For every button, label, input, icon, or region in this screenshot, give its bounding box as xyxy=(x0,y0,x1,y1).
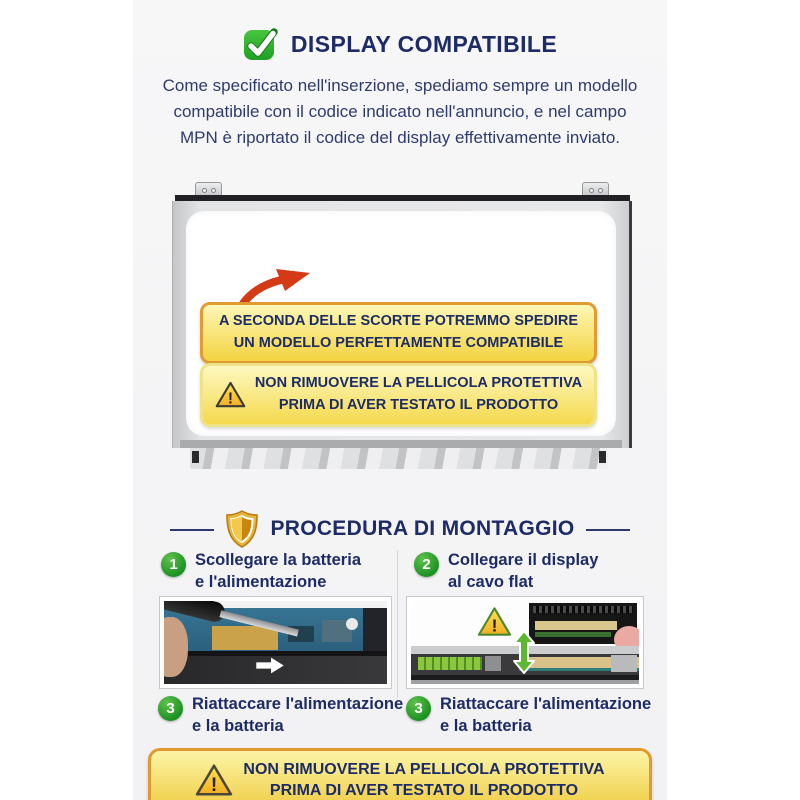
intro-text: Come specificato nell'inserzione, spediamo sempre un modello compatibile con il codice indicato nell'annuncio, e nel campo MPN è riportato il codice del display effettivamente inviato. xyxy=(162,76,638,147)
step-3-left-badge: 3 xyxy=(158,696,183,721)
step-1-line2: e l'alimentazione xyxy=(195,572,327,591)
exclamation-glyph: ! xyxy=(211,774,218,796)
step-2-badge: 2 xyxy=(414,552,439,577)
stock-notice-line1: A SECONDA DELLE SCORTE POTREMMO SPEDIRE xyxy=(218,313,579,329)
step-2-text xyxy=(448,550,598,594)
footer-warning-line1: NON RIMUOVERE LA PELLICOLA PROTETTIVA xyxy=(243,761,605,778)
stock-notice-line2: UN MODELLO PERFETTAMENTE COMPATIBILE xyxy=(233,334,564,351)
procedure-title: PROCEDURA DI MONTAGGIO xyxy=(270,517,575,540)
film-warning-line2: PRIMA DI AVER TESTATO IL PRODOTTO xyxy=(278,396,559,413)
footer-warning-text xyxy=(243,759,604,800)
step-3-left-line1: Riattaccare l'alimentazione xyxy=(192,695,404,713)
pcb-edge xyxy=(535,632,611,637)
screw-hole-icon xyxy=(589,188,594,193)
exclamation-glyph: ! xyxy=(227,390,233,408)
page-title: DISPLAY COMPATIBILE xyxy=(290,30,558,57)
procedure-steps xyxy=(133,550,667,750)
step-2-line1: Collegare il display xyxy=(448,551,599,569)
procedure-header xyxy=(133,510,667,548)
step-2 xyxy=(414,550,598,594)
step-3-left xyxy=(158,694,403,738)
connector-tab xyxy=(485,656,501,671)
connector-photo-frame xyxy=(411,601,639,684)
step-1-text xyxy=(195,550,361,594)
header xyxy=(133,26,667,62)
green-double-arrow-icon xyxy=(513,629,535,675)
step-1 xyxy=(161,550,361,594)
battery-photo-frame xyxy=(164,601,387,684)
step-1-line1: Scollegare la batteria xyxy=(195,551,361,569)
flat-cable xyxy=(535,621,617,630)
step-3-right-text xyxy=(440,694,651,738)
lcd-panel-photo xyxy=(172,182,632,482)
footer-warning-banner xyxy=(148,748,652,800)
content-strip xyxy=(133,0,667,800)
film-warning-text xyxy=(255,373,582,417)
divider-left xyxy=(170,529,214,531)
film-warning-label xyxy=(200,363,597,427)
column-divider xyxy=(397,550,398,698)
check-icon xyxy=(243,26,279,62)
step-3-right-badge: 3 xyxy=(406,696,431,721)
green-pcb xyxy=(418,657,482,670)
footer-warning-line2: PRIMA DI AVER TESTATO IL PRODOTTO xyxy=(269,782,579,800)
panel-foil-strip xyxy=(190,448,608,469)
connector-closeup-inset xyxy=(529,603,637,644)
stock-notice-label xyxy=(200,302,597,364)
white-arrow-icon xyxy=(254,656,286,675)
step-3-right xyxy=(406,694,651,738)
warning-triangle-icon xyxy=(477,606,512,638)
display-connector-photo xyxy=(406,596,644,689)
exclamation-glyph: ! xyxy=(491,615,498,636)
divider-right xyxy=(586,529,630,531)
foil-tab xyxy=(611,655,637,672)
screw-hole-icon xyxy=(598,188,603,193)
step-3-right-line2: e la batteria xyxy=(440,716,532,735)
warning-triangle-icon xyxy=(195,763,233,798)
step-1-badge: 1 xyxy=(161,552,186,577)
film-warning-line1: NON RIMUOVERE LA PELLICOLA PROTETTIVA xyxy=(254,375,583,391)
step-2-line2: al cavo flat xyxy=(448,572,534,591)
screw-hole-icon xyxy=(202,188,207,193)
battery-disconnect-photo xyxy=(159,596,392,689)
round-component xyxy=(346,618,358,630)
shield-icon xyxy=(225,510,259,548)
connector-pins xyxy=(533,606,633,613)
strip-base xyxy=(411,680,639,684)
warning-triangle-icon xyxy=(215,381,246,409)
step-3-right-line1: Riattaccare l'alimentazione xyxy=(440,695,652,713)
step-3-left-line2: e la batteria xyxy=(192,716,284,735)
step-3-left-text xyxy=(192,694,403,738)
panel-bottom-edge xyxy=(180,440,622,448)
screw-hole-icon xyxy=(211,188,216,193)
hinge-area xyxy=(363,608,387,651)
